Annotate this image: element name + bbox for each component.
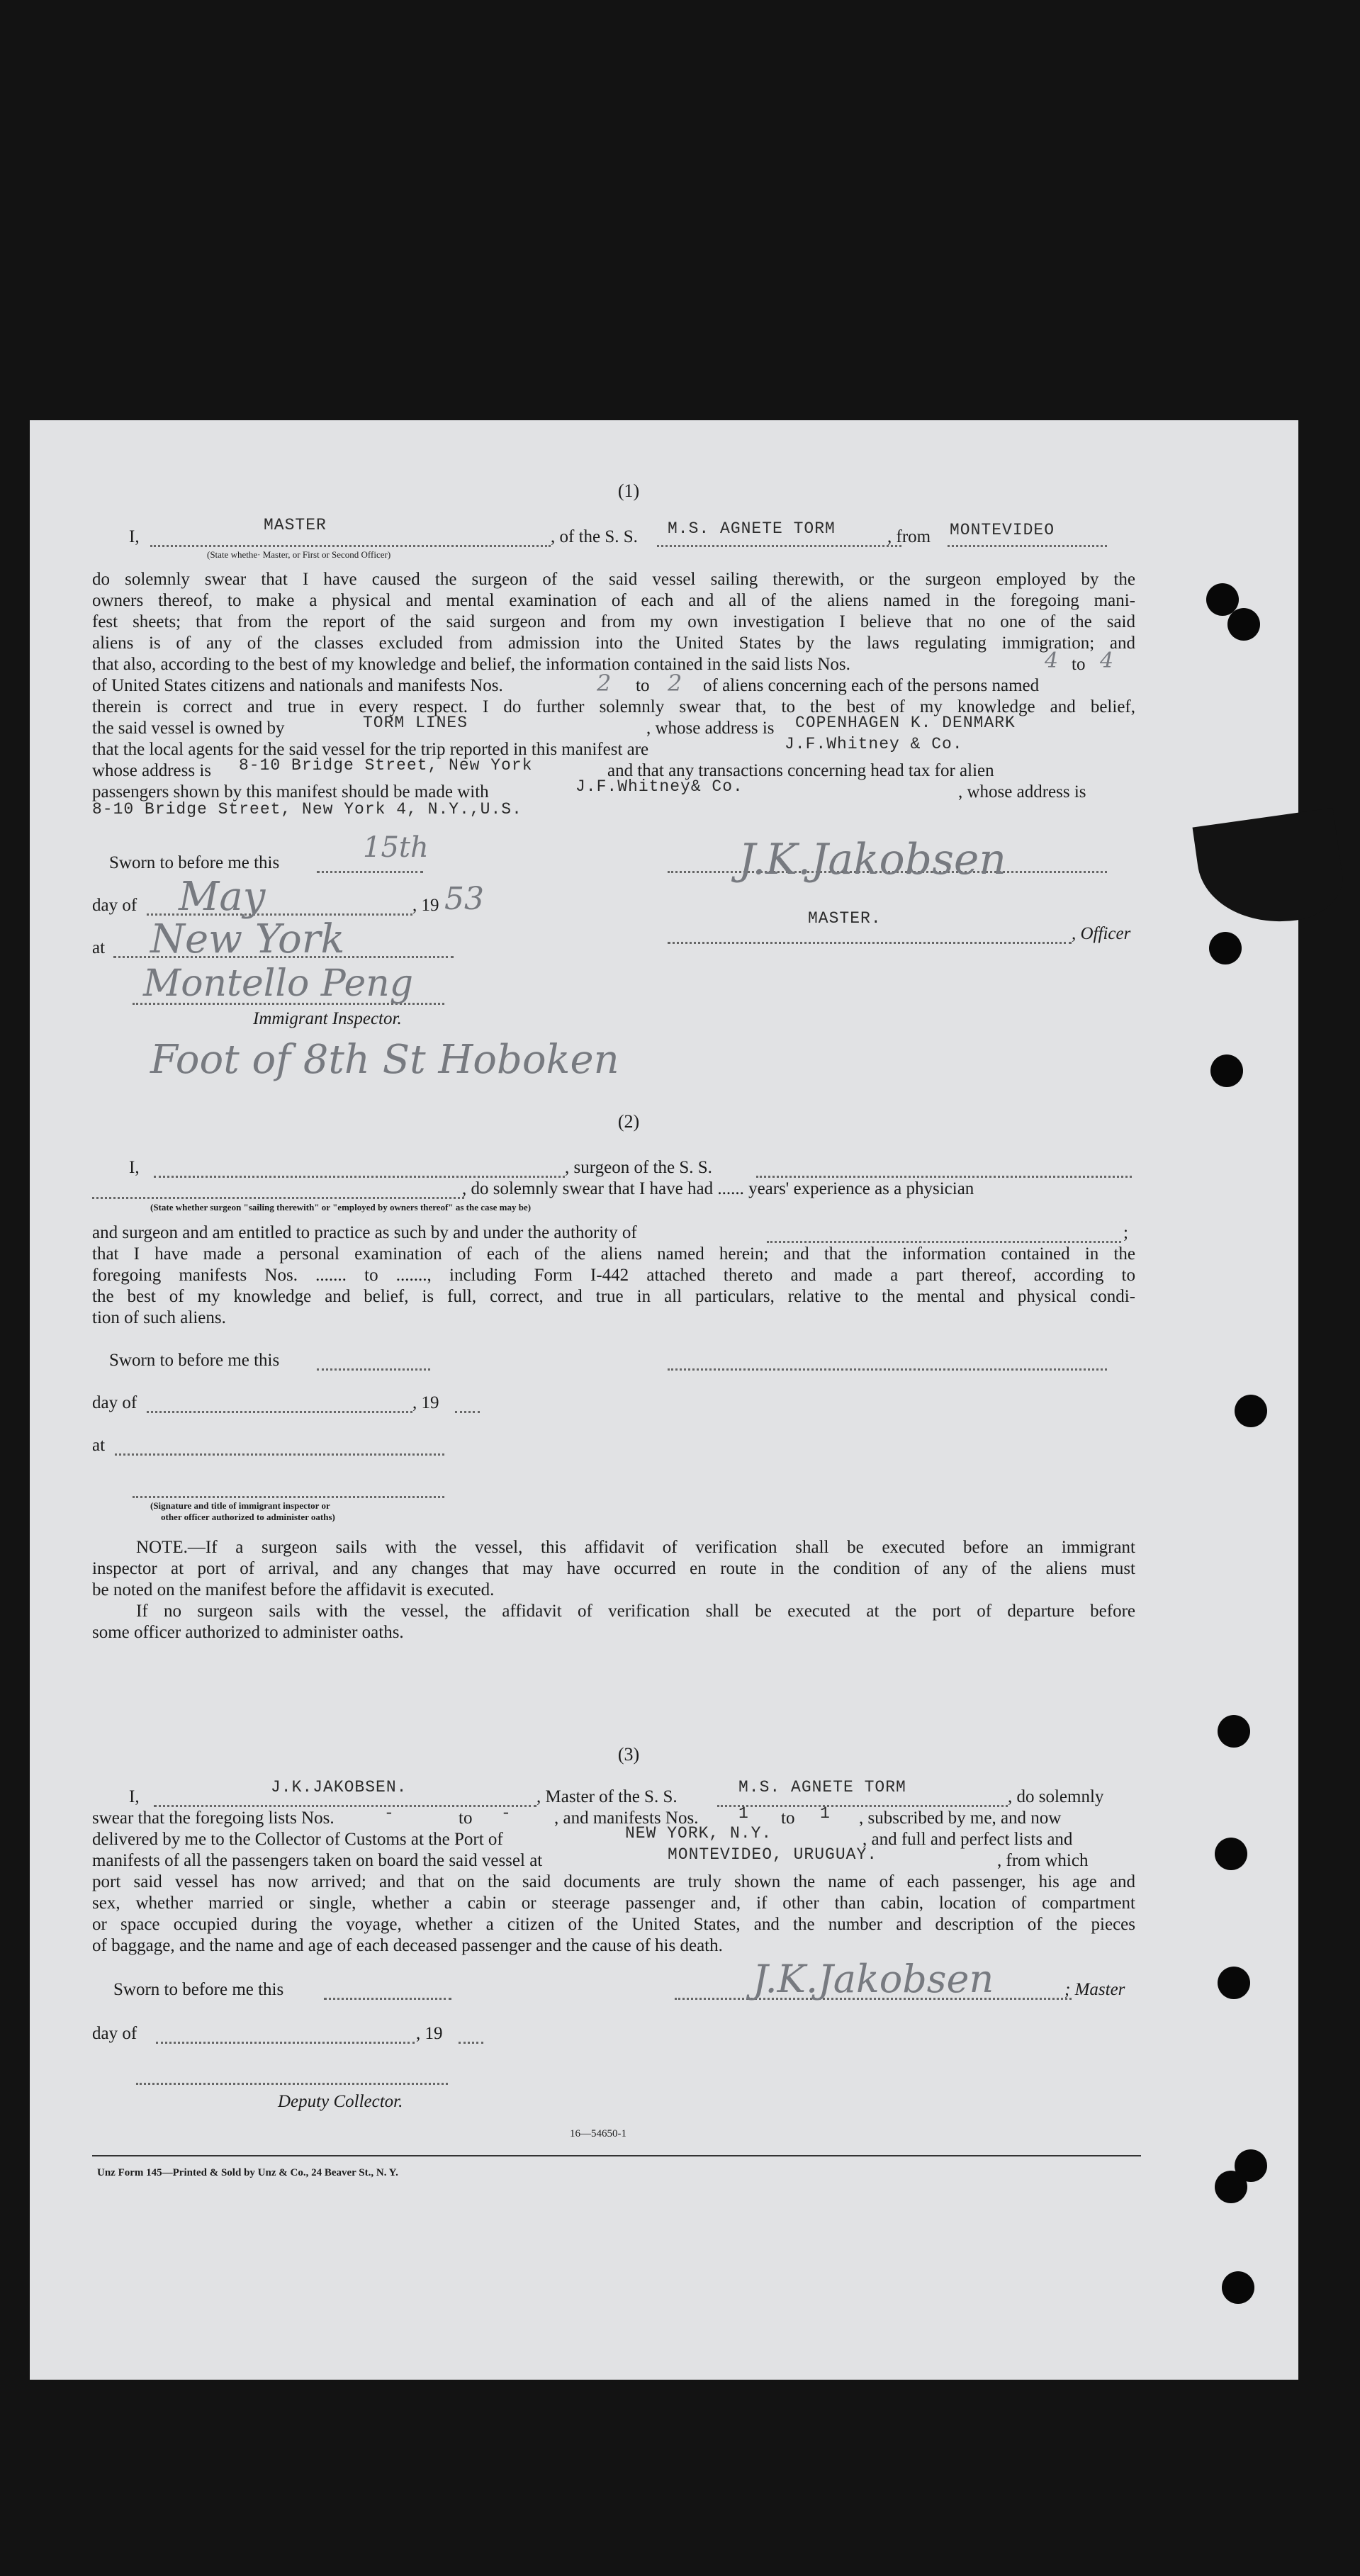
punch-hole	[1222, 2271, 1254, 2304]
day-of-label: day of	[92, 896, 137, 915]
rank-value: MASTER	[264, 516, 327, 534]
s2-year-prefix: , 19	[412, 1393, 439, 1412]
vessel-name: M.S. AGNETE TORM	[668, 519, 836, 538]
s3-line-3b: , and full and perfect lists and	[862, 1830, 1073, 1849]
i-label: I,	[129, 527, 140, 546]
s2-sig-caption-2: other officer authorized to administer oaths)	[161, 1512, 335, 1522]
s3-line-6: sex, whether married or single, whether a cabin or steerage passenger and, if other than cabin, location of compartment	[92, 1894, 1135, 1913]
sworn-day-handwritten: 15th	[363, 831, 429, 864]
s3-lists-from: -	[384, 1804, 395, 1823]
s3-solemnly: , do solemnly	[1008, 1787, 1104, 1806]
punch-hole	[1209, 932, 1242, 964]
officer-label: , Officer	[1072, 924, 1131, 943]
s2-sworn-label: Sworn to before me this	[109, 1351, 280, 1370]
s2-line-4: the best of my knowledge and belief, is full, correct, and true in all particulars, relative to the mental and physical condi-	[92, 1287, 1135, 1306]
s3-year-prefix: , 19	[416, 2024, 443, 2043]
manifest-to-label: to	[636, 676, 650, 695]
s3-manifests-to: 1	[820, 1804, 831, 1823]
tax-agent-value: J.F.Whitney& Co.	[575, 777, 743, 796]
section-1-line-2: owners thereof, to make a physical and mental examination of each and all of the aliens named in the foregoing mani-	[92, 591, 1135, 610]
note-1-b: inspector at port of arrival, and any changes that may have occurred en route in the condition of any of the aliens must	[92, 1559, 1135, 1578]
s3-manifests-to-label: to	[781, 1809, 795, 1828]
section-1-line-3: fest sheets; that from the report of the said surgeon and from my own investigation I believe that no one of the said	[92, 612, 1135, 631]
s3-master-name: J.K.JAKOBSEN.	[271, 1778, 408, 1796]
s3-port-arrival: NEW YORK, N.Y.	[625, 1824, 772, 1843]
lists-from-value: 4	[1045, 648, 1059, 673]
manifest-from-value: 2	[597, 670, 612, 697]
s3-day-of-label: day of	[92, 2024, 137, 2043]
s3-line-2a: swear that the foregoing lists Nos.	[92, 1809, 335, 1828]
agents-address-value: 8-10 Bridge Street, New York	[239, 756, 533, 775]
s2-day-of-label: day of	[92, 1393, 137, 1412]
punch-hole	[1227, 608, 1260, 641]
experience-text: , do solemnly swear that I have had ...... years' experience as a physician	[462, 1179, 974, 1198]
port-from: MONTEVIDEO	[950, 521, 1055, 539]
s3-master-of-label: , Master of the S. S.	[536, 1787, 678, 1806]
punch-hole	[1235, 1395, 1267, 1427]
surgeon-label: , surgeon of the S. S.	[565, 1158, 712, 1177]
s3-master-signature: J.K.Jakobsen	[753, 1957, 994, 2001]
punch-hole	[1215, 1838, 1247, 1870]
s3-lists-to: -	[501, 1804, 512, 1823]
s2-line-1: and surgeon and am entitled to practice as such by and under the authority of	[92, 1223, 637, 1242]
lists-to-label: to	[1072, 655, 1086, 674]
s2-sig-caption-1: (Signature and title of immigrant inspector or	[150, 1500, 330, 1511]
note-2-b: some officer authorized to administer oaths.	[92, 1623, 404, 1642]
hoboken-note: Foot of 8th St Hoboken	[150, 1037, 619, 1083]
manifest-form-page: (1) I, MASTER (State whethe· Master, or First or Second Officer) , of the S. S. M.S. AGNETE TORM , from MONTEVIDEO do solemnly swear that I have caused the surgeon of the said vessel sailing therewith, or the surgeon employed by the owners thereof, to make a physical and mental examination of each and all of the aliens named in the foregoing mani- fest sheets; that from the report of the said surgeon and from my own investigation I believe that no one of the said aliens is of any of the classes excluded from admission into the United States by the laws regulating immigration; and that also, according to the best of my knowledge and belief, the information contained in the said lists Nos. 4 to 4 of United States citizens and nationals and manifests Nos. 2 to 2 of aliens concerning each of the persons named therein is correct and true in every respect. I do further solemnly swear that, to the best of my knowledge and belief, the said vessel is owned by TORM LINES , whose address is COPENHAGEN K. DENMARK that the local agents for the said vessel for the trip reported in this manifest are J.F.Whitney & Co. whose address is 8-10 Bridge Street, New York and that any transactions concerning head tax for alien passengers shown by this manifest should be made with J.F.Whitney& Co. , whose address is 8-10 Bridge Street, New York 4, N.Y.,U.S. Sworn to before me this 15th day of May , 19 53 at New York Montello Peng Immigrant Inspector. Foot of 8th St Hoboken J.K.Jakobsen MASTER. , Officer (2) I, , surgeon of the S. S. , do solemnly swear that I have had ...... years' experience as a physician (State whether surgeon "sailing therewith" or "employed by owners thereof" as the case may be) and surgeon and am entitled to practice as such by and under the authority of ; that I have made a personal examination of each of the aliens named herein; and that the information contained in the foregoing manifests Nos. ....... to ......., including Form I-442 attached thereto and made a part thereof, according to the best of my knowledge and belief, is full, correct, and true in all particulars, relative to the mental and physical condi- tion of such aliens. Sworn to before me this day of , 19 at (Signature and title of immigrant inspector or other officer authorized to administer oaths) NOTE.—If a surgeon sails with the vessel, this affidavit of verification shall be executed before an immigrant inspector at port of arrival, and any changes that may have occurred en route in the condition of any of the aliens must be noted on the manifest before the affidavit is executed. If no surgeon sails with the vessel, the affidavit of verification shall be executed at the port of departure before some officer authorized to administer oaths. (3) I, J.K.JAKOBSEN. , Master of the S. S. M.S. AGNETE TORM , do solemnly swear that the foregoing lists Nos. - to - , and manifests Nos. 1 to 1 , subscribed by me, and now delivered by me to the Collector of Customs at the Port of NEW YORK, N.Y. , and full and perfect lists and manifests of all the passengers taken on board the said vessel at MONTEVIDEO, URUGUAY. , from which port said vessel has now arrived; and that on the said documents are truly shown the name of each passenger, his age and sex, whether married or single, whether a cabin or steerage passenger and, if other than cabin, location of compartment or space occupied during the voyage, whether a citizen of the United States, and the number and description of the pieces of baggage, and the name and age of each deceased passenger and the cause of his death. Sworn to before me this J.K.Jakobsen ; Master day of , 19 Deputy Collector. 16—54650-1 Unz Form 145—Printed & Sold by Unz & Co., 24 Beaver St., N. Y.	[30, 420, 1298, 2380]
owner-value: TORM LINES	[363, 714, 468, 732]
s2-line-2: that I have made a personal examination of each of the aliens named herein; and that the information contained in the	[92, 1244, 1135, 1264]
master-signature: J.K.Jakobsen	[738, 835, 1007, 884]
lists-to-value: 4	[1100, 648, 1114, 673]
s3-line-4b: , from which	[997, 1851, 1089, 1870]
s3-subscribed: , subscribed by me, and now	[859, 1809, 1062, 1828]
s3-manifests-label: , and manifests Nos.	[554, 1809, 699, 1828]
surgeon-caption: (State whether surgeon "sailing therewith" or "employed by owners thereof" as the case may be)	[150, 1202, 532, 1213]
agents-value: J.F.Whitney & Co.	[785, 735, 963, 753]
punch-hole	[1210, 1054, 1243, 1087]
agents-address-label: whose address is	[92, 761, 212, 780]
section-1-line-1: do solemnly swear that I have caused the surgeon of the said vessel sailing therewith, or the surgeon employed by the	[92, 570, 1135, 589]
s3-port-departure: MONTEVIDEO, URUGUAY.	[668, 1845, 878, 1864]
s2-i-label: I,	[129, 1158, 140, 1177]
agents-label: that the local agents for the said vessel for the trip reported in this manifest are	[92, 740, 649, 759]
sworn-label: Sworn to before me this	[109, 853, 280, 872]
at-label: at	[92, 938, 106, 957]
owner-address-label: , whose address is	[646, 719, 775, 738]
s3-line-3a: delivered by me to the Collector of Customs at the Port of	[92, 1830, 503, 1849]
s2-line-5: tion of such aliens.	[92, 1308, 226, 1327]
tax-whose-address-label: , whose address is	[958, 782, 1086, 802]
from-label: , from	[887, 527, 931, 546]
section-1-line-7: therein is correct and true in every respect. I do further solemnly swear that, to the best of my knowledge and belief,	[92, 697, 1135, 716]
s3-lists-to-label: to	[459, 1809, 473, 1828]
section-3-number: (3)	[617, 1744, 640, 1765]
torn-corner	[1193, 808, 1348, 933]
s3-manifests-from: 1	[738, 1804, 749, 1823]
s3-line-4a: manifests of all the passengers taken on board the said vessel at	[92, 1851, 543, 1870]
s3-line-8: of baggage, and the name and age of each deceased passenger and the cause of his death.	[92, 1936, 723, 1955]
owned-by-label: the said vessel is owned by	[92, 719, 285, 738]
section-2-number: (2)	[617, 1111, 640, 1132]
passengers-label: passengers shown by this manifest should be made with	[92, 782, 489, 802]
inspector-signature: Montello Peng	[143, 962, 414, 1005]
printer-footer: Unz Form 145—Printed & Sold by Unz & Co., 24 Beaver St., N. Y.	[97, 2167, 398, 2178]
deputy-collector-caption: Deputy Collector.	[278, 2092, 403, 2111]
of-ss-label: , of the S. S.	[551, 527, 638, 546]
s3-master-label: ; Master	[1064, 1980, 1125, 1999]
section-1-number: (1)	[617, 480, 640, 501]
place-handwritten: New York	[150, 916, 345, 962]
manifest-to-value: 2	[668, 670, 682, 697]
manifest-line-end: of aliens concerning each of the persons named	[703, 676, 1040, 695]
s2-line-3: foregoing manifests Nos. ....... to ......., including Form I-442 attached thereto and made a part thereof, according to	[92, 1266, 1135, 1285]
year-prefix: , 19	[412, 896, 439, 915]
s2-at-label: at	[92, 1436, 106, 1455]
head-tax-text: and that any transactions concerning head tax for alien	[607, 761, 994, 780]
punch-hole	[1218, 1967, 1250, 1999]
s3-i-label: I,	[129, 1787, 140, 1806]
rank-caption: (State whethe· Master, or First or Second Officer)	[207, 549, 391, 560]
manifest-nos-label: of United States citizens and nationals and manifests Nos.	[92, 676, 503, 695]
s3-line-7: or space occupied during the voyage, whether a citizen of the United States, and the number and description of the pieces	[92, 1915, 1135, 1934]
s3-line-5: port said vessel has now arrived; and that on the said documents are truly shown the name of each passenger, his age and	[92, 1872, 1135, 1891]
s3-sworn-label: Sworn to before me this	[113, 1980, 284, 1999]
punch-hole	[1215, 2171, 1247, 2203]
note-1-a: NOTE.—If a surgeon sails with the vessel, this affidavit of verification shall be executed before an immigrant	[136, 1538, 1135, 1557]
inspector-caption: Immigrant Inspector.	[253, 1009, 402, 1028]
form-number: 16—54650-1	[570, 2128, 626, 2139]
master-title: MASTER.	[808, 909, 882, 928]
year-handwritten: 53	[444, 881, 484, 917]
s3-vessel: M.S. AGNETE TORM	[738, 1778, 906, 1796]
section-1-line-5: that also, according to the best of my knowledge and belief, the information contained in the said lists Nos.	[92, 655, 850, 674]
punch-hole	[1218, 1715, 1250, 1748]
section-1-line-4: aliens is of any of the classes excluded from admission into the United States by the laws regulating immigration; and	[92, 634, 1135, 653]
note-1-c: be noted on the manifest before the affidavit is executed.	[92, 1580, 495, 1599]
month-handwritten: May	[179, 874, 266, 920]
owner-address-value: COPENHAGEN K. DENMARK	[795, 714, 1016, 732]
note-2-a: If no surgeon sails with the vessel, the affidavit of verification shall be executed at the port of departure before	[136, 1602, 1135, 1621]
tax-address-value: 8-10 Bridge Street, New York 4, N.Y.,U.S.	[92, 800, 522, 819]
